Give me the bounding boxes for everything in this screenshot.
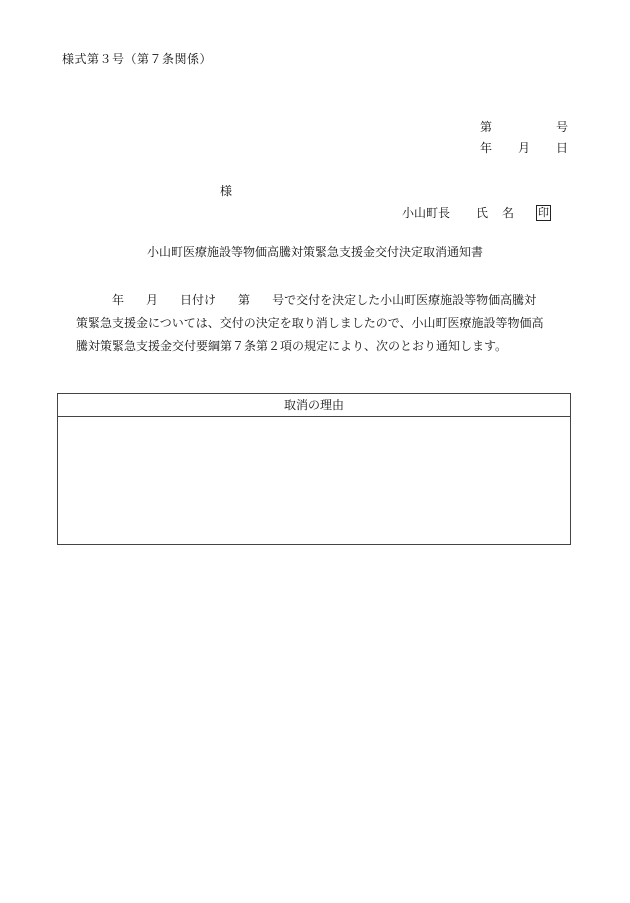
notice-body-line-2: 策緊急支援金については、交付の決定を取り消しましたので、小山町医療施設等物価高 <box>76 316 544 330</box>
body-line-1-rest: 号で交付を決定した小山町医療施設等物価高騰対 <box>272 293 537 307</box>
date-month-label: 月 <box>517 141 530 155</box>
notice-body-line-3: 騰対策緊急支援金交付要綱第７条第２項の規定により、次のとおり通知します。 <box>76 339 508 353</box>
issuer-name-label-1: 氏 <box>476 206 489 220</box>
cancellation-reason-header: 取消の理由 <box>58 394 570 417</box>
issuer-name-label-2: 名 <box>502 206 515 220</box>
cancellation-reason-table <box>57 393 571 545</box>
issuer-organization: 小山町長 <box>402 206 451 220</box>
seal-mark: 印 <box>538 205 550 219</box>
issue-date <box>480 139 568 156</box>
notice-body <box>76 289 576 358</box>
document-number-prefix: 第 <box>480 120 493 134</box>
body-year-label: 年 <box>112 293 125 307</box>
document-number-suffix: 号 <box>555 120 568 134</box>
addressee-honorific: 様 <box>220 184 233 198</box>
body-day-label: 日付け <box>180 293 217 307</box>
issuer-block <box>402 204 551 221</box>
cancellation-reason-field[interactable] <box>58 417 570 545</box>
document-number <box>480 118 568 135</box>
document-title: 小山町医療施設等物価高騰対策緊急支援金交付決定取消通知書 <box>146 245 483 259</box>
form-number: 様式第３号（第７条関係） <box>62 52 213 66</box>
body-number-label: 第 <box>238 293 251 307</box>
date-year-label: 年 <box>480 141 493 155</box>
body-month-label: 月 <box>146 293 159 307</box>
date-day-label: 日 <box>555 141 568 155</box>
notice-body-line-1 <box>76 289 576 312</box>
